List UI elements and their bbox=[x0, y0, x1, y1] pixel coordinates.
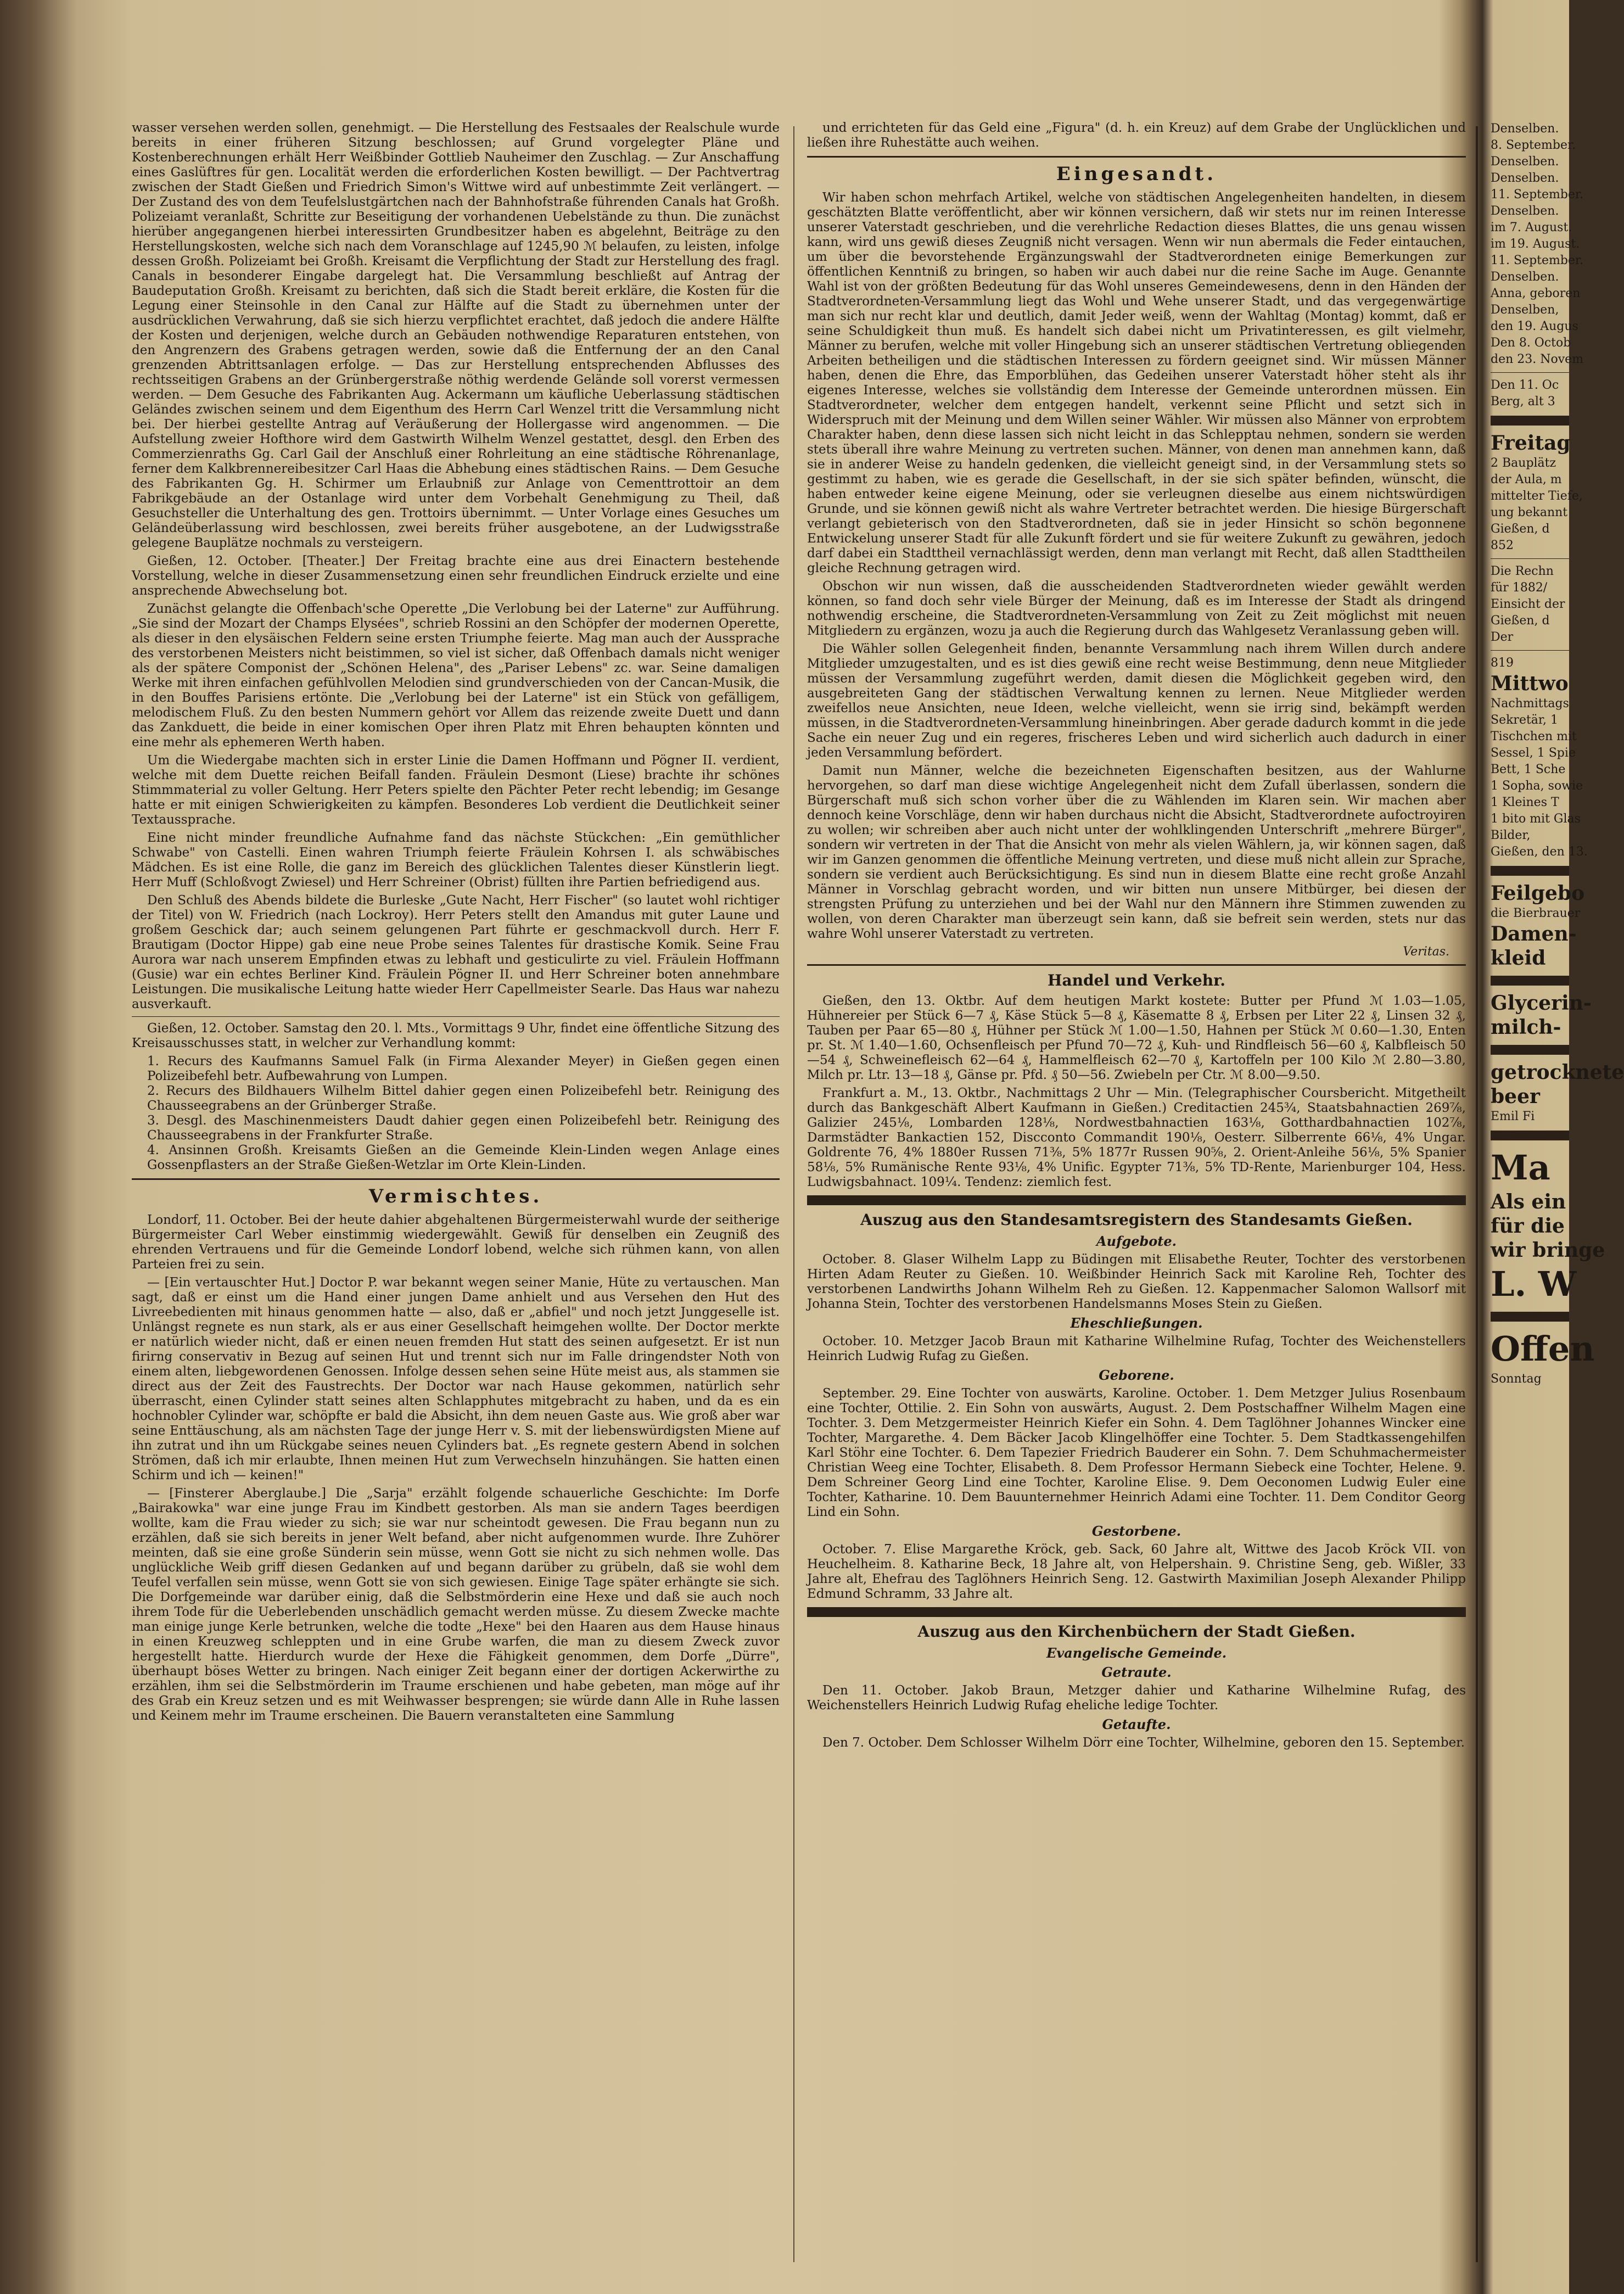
fragment-line: Als ein bbox=[1491, 1190, 1566, 1213]
page-fold bbox=[1476, 126, 1478, 2262]
fragment-line: Bilder, bbox=[1491, 829, 1531, 842]
fragment-line: Sessel, 1 Spie bbox=[1491, 746, 1576, 760]
theater-paragraph-3: Um die Wiedergabe machten sich in erster Linie die Damen Hoffmann und Pögner II. verdient, welche mit dem Duette reichen Beifall fanden. Fräulein Desmont (Liese) brachte ihr schönes Stimmmaterial zu voller Geltung. Herr Peters spielte den Pächter Peter recht lebendig; im Gesange hatte er mit einigen Schwierigkeiten zu kämpfen. Besonderes Lob verdient die Deutlichkeit seiner Textaussprache. bbox=[132, 753, 780, 827]
theater-paragraph-1: Gießen, 12. October. [Theater.] Der Freitag brachte eine aus drei Einactern bestehende Vorstellung, welche in dieser Zusammensetzung einen sehr freundlichen Eindruck erzielte und eine ansprechende Abwechselung bot. bbox=[132, 554, 780, 598]
column-divider bbox=[793, 126, 794, 2262]
subheading-getaufte: Getaufte. bbox=[1102, 1716, 1171, 1732]
fragment-line: Freitag bbox=[1491, 432, 1571, 455]
fragment-line: kleid bbox=[1491, 947, 1546, 970]
fragment-line: 8. September. bbox=[1491, 138, 1576, 152]
fragment-line: Offen bbox=[1491, 1329, 1595, 1369]
letter-paragraph-3: Die Wähler sollen Gelegenheit finden, benannte Versammlung nach ihrem Willen durch andere Mitglieder umzugestalten, und es ist dies gewiß eine recht weise Bestimmung, denn neue Mitglieder müssen der Versammlung zugeführt werden, damit diesen die Möglichkeit gegeben wird, den ausgebreiteten Gang der städtischen Verwaltung kennen zu lernen. Neue Mitglieder werden zweifellos neue Ansichten, neue Ideen, welche vielleicht, wenn sie irrig sind, bekämpft werden müssen, in die Stadtverordneten-Versammlung hineinbringen. Aber gerade dadurch kommt in die jede Sache ein neuer Zug und ein regeres, frischeres Leben und wird sicherlich auch dadurch in einer jeden Versammlung befördert. bbox=[807, 642, 1466, 760]
fragment-line: wir bringe bbox=[1491, 1239, 1605, 1262]
agenda-item: 4. Ansinnen Großh. Kreisamts Gießen an die Gemeinde Klein-Linden wegen Anlage eines Gossenpflasters an der Straße Gießen-Wetzlar im Orte Klein-Linden. bbox=[147, 1143, 780, 1172]
fragment-line: mittelter Tiefe, bbox=[1491, 489, 1583, 503]
fragment-line: 11. September. bbox=[1491, 188, 1584, 202]
subheading-evangelische: Evangelische Gemeinde. bbox=[1046, 1645, 1227, 1661]
baptisms-paragraph: Den 7. October. Dem Schlosser Wilhelm Dörr eine Tochter, Wilhelmine, geboren den 15. September. bbox=[822, 1736, 1465, 1750]
fragment-line: ung bekannt bbox=[1491, 506, 1568, 519]
continuation-paragraph: und errichteten für das Geld eine „Figura" (d. h. ein Kreuz) auf dem Grabe der Unglücklichen und ließen ihre Ruhestätte auch weihen. bbox=[807, 121, 1466, 150]
letter-paragraph-1: Wir haben schon mehrfach Artikel, welche von städtischen Angelegenheiten handelten, in diesem geschätzten Blatte veröffentlicht, aber wir können versichern, daß wir stets nur im reinen Interesse unserer Vaterstadt geschrieben, und die verehrliche Redaction dieses Blattes, die uns genau wissen kann, wird uns gewiß dieses Zeugniß nicht versagen. Wenn wir nun abermals die Feder eintauchen, um über die bevorstehende Ergänzungswahl der Stadtverordneten einige Bemerkungen zur öffentlichen Kenntniß zu bringen, so haben wir auch dabei nur die reine Sache im Auge. Genannte Wahl ist von der größten Bedeutung für das Wohl unseres Gemeindewesens, denn in den Händen der Stadtverordneten-Versammlung liegt das Wohl und Wehe unserer Stadt, und das vergegenwärtige man sich nur recht klar und deutlich, damit Jeder weiß, wenn der Wahltag (Montag) kommt, daß er seine Schuldigkeit thun muß. Es handelt sich dabei nicht um Privatinteressen, es gilt vielmehr, Männer zu berufen, welche mit voller Hingebung sich an unserer städtischen Vertretung obliegenden Arbeiten betheiligen und die städtischen Interessen zu fördern geeignet sind. Wir müssen Männer haben, denen die Ehre, das Emporblühen, das Gedeihen unserer Vaterstadt höher steht als ihr eigenes Interesse, welches sie vollständig dem Interesse der Gemeinde unterordnen müssen. Ein Stadtverordneter, welcher dem entgegen handelt, verkennt seine Pflicht und setzt sich in Widerspruch mit der Meinung und dem Willen seiner Wähler. Wir müssen also Männer von erprobtem Charakter haben, denn diese lassen sich nicht leicht in das Schlepptau nehmen, sondern sie werden stets überall ihre wahre Meinung zu vertreten suchen. Männer, von denen man annehmen kann, daß sie in anderer Weise zu handeln gedenken, die vielleicht geneigt sind, in der Versammlung stets so gestimmt zu haben, wie es gerade die Gesellschaft, in der sie sich später befinden, wünscht, die haben entweder keine eigene Meinung, oder sie verleugnen dieselbe aus einem nichtswürdigen Grunde, und sie können gewiß nicht als wahre Vertreter betrachtet werden. Die hiesige Bürgerschaft verlangt gebieterisch von den Stadtverordneten, daß sie in jeder Hinsicht so schön begonnene Entwickelung unserer Stadt für alle Zukunft fördert und sie für weitere Zukunft zu gewähren, jedoch darf dabei ein Stadttheil vernachlässigt werden, denn man verlangt mit Recht, daß allen Stadttheilen gleiche Rechnung getragen wird. bbox=[807, 191, 1466, 575]
fragment-line: milch- bbox=[1491, 1016, 1561, 1039]
fragment-line: Der bbox=[1491, 630, 1514, 644]
fragment-line: Denselben. bbox=[1491, 155, 1559, 169]
section-heading-standesamt: Auszug aus den Standesamtsregistern des Standesamts Gießen. bbox=[860, 1211, 1413, 1229]
agenda-list bbox=[147, 1054, 780, 1173]
theater-paragraph-4: Eine nicht minder freundliche Aufnahme fand das nächste Stückchen: „Ein gemüthlicher Schwabe" von Castelli. Einen wahren Triumph feierte Fräulein Kohrsen I. als schwäbisches Mädchen. Es ist eine Rolle, die ganz im Bereich des glücklichen Talentes dieser Künstlerin liegt. Herr Muff (Schloßvogt Zwiesel) und Herr Schreiner (Obrist) füllten ihre Partien befriedigend aus. bbox=[132, 831, 780, 889]
fragment-line: Glycerin- bbox=[1491, 992, 1592, 1015]
subheading-eheschliessungen: Eheschließungen. bbox=[1070, 1315, 1203, 1331]
fragment-line: Bett, 1 Sche bbox=[1491, 763, 1566, 776]
fragment-line: im 19. August. bbox=[1491, 237, 1580, 251]
fragment-line: Sonntag bbox=[1491, 1372, 1542, 1386]
fragment-line: 852 bbox=[1491, 539, 1514, 552]
agenda-item: 3. Desgl. des Maschinenmeisters Daudt dahier gegen einen Polizeibefehl betr. Reinigung des Chausseegrabens in der Frankfurter Straße. bbox=[147, 1114, 780, 1143]
fragment-line: 1 Sopha, sowie bbox=[1491, 779, 1583, 793]
fragment-line: L. W bbox=[1491, 1264, 1577, 1304]
hat-story-paragraph: — [Ein vertauschter Hut.] Doctor P. war bekannt wegen seiner Manie, Hüte zu vertauschen. Man sagt, daß er einst um die Hand einer jungen Dame anhielt und aus Versehen den Hut des Livreebedienten mit hinaus genommen hatte — also, daß er „abfiel" und noch jetzt Junggeselle ist. Unlängst regnete es nun stark, als er aus einer Gesellschaft heimgehen wollte. Der Doctor merkte er natürlich wieder nicht, daß er einen neuen fremden Hut statt des seinen aufgesetzt. Er ist nun firirng conservativ in Bezug auf seinen Hut und trennt sich nur im Falle dringendster Noth von einem alten, liebgewordenen Genossen. Infolge dessen sehen seine Hüte meist aus, als stammen sie direct aus der Zeit des Faustrechts. Der Doctor war nach Hause gekommen, natürlich sehr überrascht, einen Cylinder statt seines alten Schlapphutes mitgebracht zu haben, und da es ein hochnobler Cylinder war, schöpfte er bald die Absicht, ihn dem neuen Gaste aus. Wie groß aber war seine Enttäuschung, als am nächsten Tage der junge Herr v. S. mit der liebenswürdigsten Miene auf ihn zutrat und ihn um Rückgabe seines neuen Cylinders bat. „Es regnete gestern Abend in solchen Strömen, daß ich mir erlaubte, Ihnen meinen Hut zum Verwechseln hinzuhängen. Sie hatten einen Schirm und ich — keinen!" bbox=[132, 1275, 780, 1482]
fragment-line: Gießen, d bbox=[1491, 614, 1550, 628]
deaths-paragraph: October. 7. Elise Margarethe Kröck, geb. Sack, 60 Jahre alt, Wittwe des Jacob Kröck VII. von Heuchelheim. 8. Katharine Beck, 18 Jahre alt, von Helpershain. 9. Christine Seng, geb. Wißler, 33 Jahre alt, Ehefrau des Taglöhners Heinrich Seng. 12. Gastwirth Maximilian Joseph Alexander Philipp Edmund Schramm, 33 Jahre alt. bbox=[807, 1542, 1466, 1601]
letter-paragraph-4: Damit nun Männer, welche die bezeichneten Eigenschaften besitzen, aus der Wahlurne hervorgehen, so darf man diese wichtige Angelegenheit nicht dem Zufall überlassen, sondern die Bürgerschaft muß sich schon vorher über die zu Wählenden im Klaren sein. Wir machen aber dennoch keine Vorschläge, denn wir haben durchaus nicht die Absicht, Stadtverordnete aufoctroyiren zu wollen; wir schreiben aber auch nicht unter der wohlklingenden Unterschrift „mehrere Bürger", sondern wir vertreten in der That die Ansicht von mehr als vielen Wählern, ja, wir können sagen, daß wir im Ganzen genommen die öffentliche Meinung vertreten, und diese muß nicht allein zur Sprache, sondern sie verdient auch Berücksichtigung. Es sind nun in diesem Blatte eine recht große Anzahl Männer in Vorschlag gebracht worden, und wir bitten nun unsere Mitbürger, bei diesen der strengsten Prüfung zu unterziehen und bei der Wahl nur den Männern ihre Stimmen zuwenden zu wollen, von deren Charakter man überzeugt sein kann, daß sie befreit sein werden, stets nur das wahre Wohl unserer Vaterstadt zu vertreten. bbox=[807, 764, 1466, 941]
superstition-paragraph: — [Finsterer Aberglaube.] Die „Sarja" erzählt folgende schauerliche Geschichte: Im Dorfe „Bairakowka" war eine junge Frau im Kindbett gestorben. Als man sie andern Tages beerdigen wollte, kam die Frau wieder zu sich; sie war nur scheintodt gewesen. Die Frau begann nun zu erzählen, daß sie sich bereits in jener Welt befand, aber nicht aufgenommen wurde. Ihre Zuhörer meinten, daß sie eine große Sünderin sein müsse, wenn Gott sie nicht zu sich nehmen wolle. Das unglückliche Weib griff diesen Gedanken auf und begann darüber zu grübeln, daß sie wohl dem Teufel verfallen sein müsse, wenn Gott sie von sich gewiesen. Einige Tage später erhängte sie sich. Die Dorfgemeinde war darüber einig, daß die Selbstmörderin eine Hexe und daß sie auch noch ihrem Tode für die Ueberlebenden unschädlich gemacht werden müsse. Zu diesem Zwecke machte man einige junge Kerle betrunken, welche die todte „Hexe" bei den Haaren aus dem Hause hinaus in einen Kreuzweg schleppten und in eine Grube warfen, die man zu diesem Zweck zuvor hergestellt hatte. Hierdurch wurde der Hexe die Fähigkeit genommen, dem Dorfe „Dürre", überhaupt böses Wetter zu bringen. Nach einiger Zeit begann einer der dortigen Ackerwirthe zu erzählen, ihm sei die Selbstmörderin im Traume erschienen und habe gebeten, man möge auf ihr des Grab ein Kreuz setzen und es mit Weihwasser besprengen; sie würde dann Alle in Ruhe lassen und Keinem mehr im Traume erscheinen. Die Bauern veranstalteten eine Sammlung bbox=[132, 1486, 780, 1723]
fragment-line: beer bbox=[1491, 1085, 1540, 1108]
agenda-item: 1. Recurs des Kaufmanns Samuel Falk (in Firma Alexander Meyer) in Gießen gegen einen Polizeibefehl betr. Aufbewahrung von Lumpen. bbox=[147, 1054, 780, 1083]
letter-signature: Veritas. bbox=[1403, 945, 1449, 959]
fragment-line: Die Rechn bbox=[1491, 564, 1554, 578]
fragment-line: Gießen, den 13. bbox=[1491, 845, 1588, 859]
divider bbox=[132, 1016, 780, 1017]
fragment-line: für 1882/ bbox=[1491, 581, 1548, 595]
fragment-line: Einsicht der bbox=[1491, 597, 1565, 611]
divider-bar bbox=[1491, 1045, 1569, 1055]
fragment-line: Nachmittags bbox=[1491, 697, 1569, 710]
district-session-paragraph: Gießen, 12. October. Samstag den 20. l. Mts., Vormittags 9 Uhr, findet eine öffentliche Sitzung des Kreisausschusses statt, in welcher zur Verhandlung kommt: bbox=[132, 1021, 780, 1050]
divider-bar bbox=[1491, 1312, 1569, 1322]
subheading-aufgebote: Aufgebote. bbox=[1096, 1233, 1177, 1249]
fragment-line: 11. September. bbox=[1491, 254, 1584, 267]
fragment-line: Damen- bbox=[1491, 922, 1577, 945]
stock-report-paragraph: Frankfurt a. M., 13. Oktbr., Nachmittags 2 Uhr — Min. (Telegraphischer Coursbericht. Mitgetheilt durch das Bankgeschäft Albert Kaufmann in Gießen.) Creditactien 245¾, Staatsbahnactien 269⅞, Galizier 245⅛, Lombarden 128⅛, Nordwestbahnactien 163⅛, Gotthardbahnactien 102⅞, Darmstädter Bankactien 152, Discconto Commandit 190⅛, Oesterr. Silberrente 66⅛, 4% Ungar. Goldrente 76, 4% 1880er Russen 71⅜, 5% 1877r Russen 90⅝, 2. Orient-Anleihe 56⅛, 5% Spanier 58⅛, 5% Rumänische Rente 93⅛, 4% Unific. Egypter 71⅜, 5% TD-Rente, Marienburger 104, Hess. Ludwigsbahnact. 109¼. Tendenz: ziemlich fest. bbox=[807, 1086, 1466, 1189]
fragment-line: Tischchen mit bbox=[1491, 730, 1577, 743]
middle-column bbox=[807, 121, 1466, 2273]
section-heading-vermischtes: Vermischtes. bbox=[368, 1185, 543, 1207]
section-heading-eingesandt: Eingesandt. bbox=[1056, 163, 1217, 185]
fragment-line: getrocknete bbox=[1491, 1061, 1624, 1084]
left-column bbox=[132, 121, 780, 2273]
fragment-line: 1 bito mit Glas bbox=[1491, 812, 1581, 826]
londorf-paragraph: Londorf, 11. October. Bei der heute dahier abgehaltenen Bürgermeisterwahl wurde der seitherige Bürgermeister Carl Weber einstimmig wiedergewählt. Gewiß für denselben ein Zeugniß des ehrenden Vertrauens und für die Gemeinde Londorf lobend, welche sich rühmen kann, von allen Parteien frei zu sein. bbox=[132, 1213, 780, 1272]
fragment-line: Den 11. Oc bbox=[1491, 378, 1559, 392]
divider bbox=[807, 156, 1466, 158]
fragment-line: Feilgebo bbox=[1491, 882, 1585, 905]
fragment-line: Anna, geboren bbox=[1491, 287, 1581, 300]
church-marriages-paragraph: Den 11. October. Jakob Braun, Metzger dahier und Katharine Wilhelmine Rufag, des Weichenstellers Heinrich Ludwig Rufag eheliche ledige Tochter. bbox=[807, 1683, 1466, 1713]
divider-bar bbox=[1491, 976, 1569, 986]
fragment-line: der Aula, m bbox=[1491, 473, 1562, 486]
divider-bar bbox=[807, 1607, 1466, 1617]
subheading-gestorbene: Gestorbene. bbox=[1091, 1523, 1181, 1539]
banns-paragraph: October. 8. Glaser Wilhelm Lapp zu Büdingen mit Elisabethe Reuter, Tochter des verstorbenen Hirten Adam Reuter zu Gießen. 10. Weißbinder Heinrich Sack mit Karoline Reh, Tochter des verstorbenen Landwirths Johann Wilhelm Reh zu Gießen. 12. Kappenmacher Salomon Wallsorf mit Johanna Stein, Tochter des verstorbenen Handelsmanns Moses Stein zu Gießen. bbox=[807, 1252, 1466, 1311]
divider bbox=[807, 964, 1466, 966]
fragment-line: 819 bbox=[1491, 656, 1514, 670]
divider bbox=[132, 1178, 780, 1180]
fragment-line: Emil Fi bbox=[1491, 1110, 1535, 1123]
divider bbox=[1491, 558, 1569, 559]
section-heading-kirchenbuecher: Auszug aus den Kirchenbüchern der Stadt Gießen. bbox=[917, 1622, 1356, 1641]
subheading-geborene: Geborene. bbox=[1099, 1367, 1174, 1383]
theater-paragraph-2: Zunächst gelangte die Offenbach'sche Operette „Die Verlobung bei der Laterne" zur Aufführung. „Sie sind der Mozart der Champs Elysées", schrieb Rossini an den Schöpfer der modernen Operette, als dieser in den elysäischen Feldern seine ersten Triumphe feierte. Mag man auch der Aussprache des verstorbenen Meisters nicht beistimmen, so viel ist sicher, daß Offenbach damals nicht weniger als der spätere Componist der „Schönen Helena", des „Pariser Lebens" zc. war. Seine damaligen Werke mit ihren einfachen gefühlvollen Melodien sind grundverschieden von der Cancan-Musik, die in den Bouffes Parisiens ertönte. Die „Verlobung bei der Laterne" ist ein Stück von gefälligem, melodischem Fluß. Zu den besten Nummern gehört vor Allem das reizende zweite Duett und dann das Zankduett, die beide in einer komischen Oper ihren Platz mit Ehren behaupten könnten und eine mehr als ephemeren Werth haben. bbox=[132, 602, 780, 749]
fragment-line: Denselben. bbox=[1491, 204, 1559, 218]
divider bbox=[1491, 372, 1569, 373]
fragment-line: Denselben. bbox=[1491, 171, 1559, 185]
fragment-line: Sekretär, 1 bbox=[1491, 713, 1558, 727]
marriages-paragraph: October. 10. Metzger Jacob Braun mit Katharine Wilhelmine Rufag, Tochter des Weichenstellers Heinrich Ludwig Rufag zu Gießen. bbox=[807, 1334, 1466, 1363]
agenda-item: 2. Recurs des Bildhauers Wilhelm Bittel dahier gegen einen Polizeibefehl betr. Reinigung des Chausseegrabens an der Grünberger Straße. bbox=[147, 1084, 780, 1113]
council-report-paragraph: wasser versehen werden sollen, genehmigt. — Die Herstellung des Festsaales der Realschule wurde bereits in einer früheren Sitzung beschlossen; auf Grund vorgelegter Pläne und Kostenberechnungen erhält Herr Weißbinder Gottlieb Nauheimer den Zuschlag. — Zur Anschaffung eines Gaslüftres für gen. Localität werden die erforderlichen Kosten bewilligt. — Der Pachtvertrag zwischen der Stadt Gießen und Friedrich Simon's Wittwe wird auf unbestimmte Zeit verlängert. — Der Zustand des von dem Teufelslustgärtchen nach der Bahnhofstraße führenden Canals hat Großh. Polizeiamt veranlaßt, Schritte zur Beseitigung der vorhandenen Uebelstände zu thun. Die zunächst hierüber angegangenen hierbei interessirten Grundbesitzer haben es abgelehnt, Beiträge zu den Herstellungskosten, welche sich nach dem Voranschlage auf 1245,90 ℳ belaufen, zu leisten, infolge dessen Großh. Polizeiamt bei Großh. Kreisamt die Verpflichtung der Stadt zur Herstellung des fragl. Canals in besonderer Eingabe dargelegt hat. Die Versammlung beschließt auf Antrag der Baudeputation Großh. Kreisamt zu berichten, daß sich die Stadt bereit erkläre, die Kosten für die Legung einer Steinsohle in den Canal zur Hälfte auf die Stadt zu übernehmen unter der ausdrücklichen Verwahrung, daß sie sich hierzu verpflichtet erachtet, daß jedoch die andere Hälfte der Kosten und derjenigen, welche durch an Gebäuden nothwendige Reparaturen entstehen, von den Angrenzern des Grabens getragen werden, sowie daß die Entfernung der an den Canal grenzenden Abtrittsanlagen erfolge. — Das zur Herstellung entsprechenden Abflusses des rechtsseitigen Grabens an der Grünbergerstraße nöthig werdende Gelände soll vorerst vermessen werden. — Dem Gesuche des Fabrikanten Aug. Ackermann um käufliche Ueberlassung städtischen Geländes zwischen seinem und dem Eigenthum des Herrn Carl Wenzel tritt die Versammlung nicht bei. Der hierbei gestellte Antrag auf Veräußerung der Hollergasse wird angenommen. — Die Aufstellung zweier Hofthore wird dem Gastwirth Wilhelm Wenzel gestattet, desgl. den Erben des Commerzienraths Gg. Carl Gail der Anschluß einer Rohrleitung an eine städtische Röhrenanlage, ferner dem Kalkbrennereibesitzer Carl Haas die Abhebung eines städtischen Rains. — Dem Gesuche des Fabrikanten Gg. H. Schirmer um Erlaubniß zur Anlage von Cementtrottoir an dem Fabrikgebäude an der Ostanlage wird unter dem Vorbehalt Genehmigung zu Theil, daß Gesuchsteller die Unterhaltung des gen. Trottoirs übernimmt. — Unter Vorlage eines Gesuches um Geländeüberlassung wird beschlossen, zwei bereits früher ausgebotene, an der Ludwigsstraße gelegene Bauplätze nochmals zu versteigern. bbox=[132, 121, 780, 550]
divider-bar bbox=[807, 1195, 1466, 1205]
fragment-line: Denselben. bbox=[1491, 270, 1559, 284]
fragment-line: Denselben. bbox=[1491, 122, 1559, 136]
right-column-fragment bbox=[1491, 121, 1624, 2273]
fragment-line: Berg, alt 3 bbox=[1491, 395, 1555, 409]
fragment-line: 1 Kleines T bbox=[1491, 796, 1559, 809]
fragment-line: im 7. August. bbox=[1491, 221, 1572, 234]
theater-paragraph-5: Den Schluß des Abends bildete die Burleske „Gute Nacht, Herr Fischer" (so lautet wohl richtiger der Titel) von W. Friedrich (nach Lockroy). Herr Peters stellt den Amandus mit guter Laune und großem Geschick dar; auch seinem gelungenen Part führte er geschmackvoll durch. Herr F. Brautigam (Doctor Hippe) gab eine neue Probe seines Talentes für drastische Komik. Seine Frau Aurora war nach unserem Empfinden etwas zu lebhaft und gesticulirte zu viel. Fräulein Hoffmann (Gusie) war ein echtes Berliner Kind. Fräulein Pögner II. und Herr Schreiner boten annehmbare Leistungen. Die musikalische Leitung hatte wieder Herr Capellmeister Searle. Das Haus war nahezu ausverkauft. bbox=[132, 893, 780, 1011]
divider-bar bbox=[1491, 416, 1569, 426]
subheading-getraute: Getraute. bbox=[1101, 1664, 1172, 1680]
fragment-line: 2 Bauplätz bbox=[1491, 456, 1556, 470]
divider-bar bbox=[1491, 1131, 1569, 1140]
fragment-line: die Bierbrauer bbox=[1491, 907, 1581, 920]
letter-paragraph-2: Obschon wir nun wissen, daß die ausscheidenden Stadtverordneten wieder gewählt werden können, so fand doch sehr viele Bürger der Meinung, daß es im Interesse der Stadt als dringend nothwendig erscheine, die Stadtverordneten-Versammlung von Zeit zu Zeit möglichst mit neuen Mitgliedern zu ergänzen, wozu ja auch die Regierung durch das Wahlgesetz Veranlassung geben will. bbox=[807, 579, 1466, 638]
divider-bar bbox=[1491, 866, 1569, 876]
fragment-line: Denselben, bbox=[1491, 303, 1559, 317]
fragment-line: für die bbox=[1491, 1215, 1565, 1238]
fragment-line: den 19. Augus bbox=[1491, 320, 1578, 333]
fragment-line: Gießen, d bbox=[1491, 522, 1550, 536]
section-heading-handel: Handel und Verkehr. bbox=[1048, 971, 1225, 989]
births-paragraph: September. 29. Eine Tochter von auswärts, Karoline. October. 1. Dem Metzger Julius Rosenbaum eine Tochter, Ottilie. 2. Ein Sohn von auswärts, August. 2. Dem Postschaffner Wilhelm Magen eine Tochter. 3. Dem Metzgermeister Heinrich Kiefer ein Sohn. 4. Dem Taglöhner Johannes Wincker eine Tochter, Margarethe. 4. Dem Bäcker Jacob Klingelhöffer eine Tochter. 5. Dem Stadtkassengehilfen Karl Stöhr eine Tochter. 6. Dem Tapezier Friedrich Bauderer ein Sohn. 7. Dem Schuhmachermeister Christian Weeg eine Tochter, Elisabeth. 8. Dem Professor Hermann Siebeck eine Tochter, Helene. 9. Dem Schreiner Georg Lind eine Tochter, Karoline Elise. 9. Dem Oeconomen Ludwig Euler eine Tochter, Katharine. 10. Dem Bauunternehmer Heinrich Adami eine Tochter. 11. Dem Conditor Georg Lind ein Sohn. bbox=[807, 1386, 1466, 1519]
fragment-line: den 23. Novem bbox=[1491, 353, 1584, 366]
market-prices-paragraph: Gießen, den 13. Oktbr. Auf dem heutigen Markt kostete: Butter per Pfund ℳ 1.03—1.05, Hühnereier per Stück 6—7 ₰, Käse Stück 5—8 ₰, Käsematte 8 ₰, Erbsen per Liter 22 ₰, Linsen 32 ₰, Tauben per Paar 65—80 ₰, Hühner per Stück ℳ 1.00—1.50, Hahnen per Stück ℳ 0.60—1.30, Enten pr. St. ℳ 1.40—1.60, Ochsenfleisch per Pfund 70—72 ₰, Kuh- und Rindfleisch 56—60 ₰, Kalbfleisch 50—54 ₰, Schweinefleisch 62—64 ₰, Hammelfleisch 62—70 ₰, Kartoffeln per 100 Kilo ℳ 2.80—3.80, Milch pr. Ltr. 13—18 ₰, Gänse pr. Pfd. ₰ 50—56. Zwiebeln per Ctr. ℳ 8.00—9.50. bbox=[807, 994, 1466, 1082]
fragment-line: Mittwo bbox=[1491, 672, 1569, 695]
divider bbox=[1491, 650, 1569, 651]
fragment-line: Ma bbox=[1491, 1148, 1550, 1188]
fragment-line: Den 8. Octob bbox=[1491, 336, 1571, 350]
